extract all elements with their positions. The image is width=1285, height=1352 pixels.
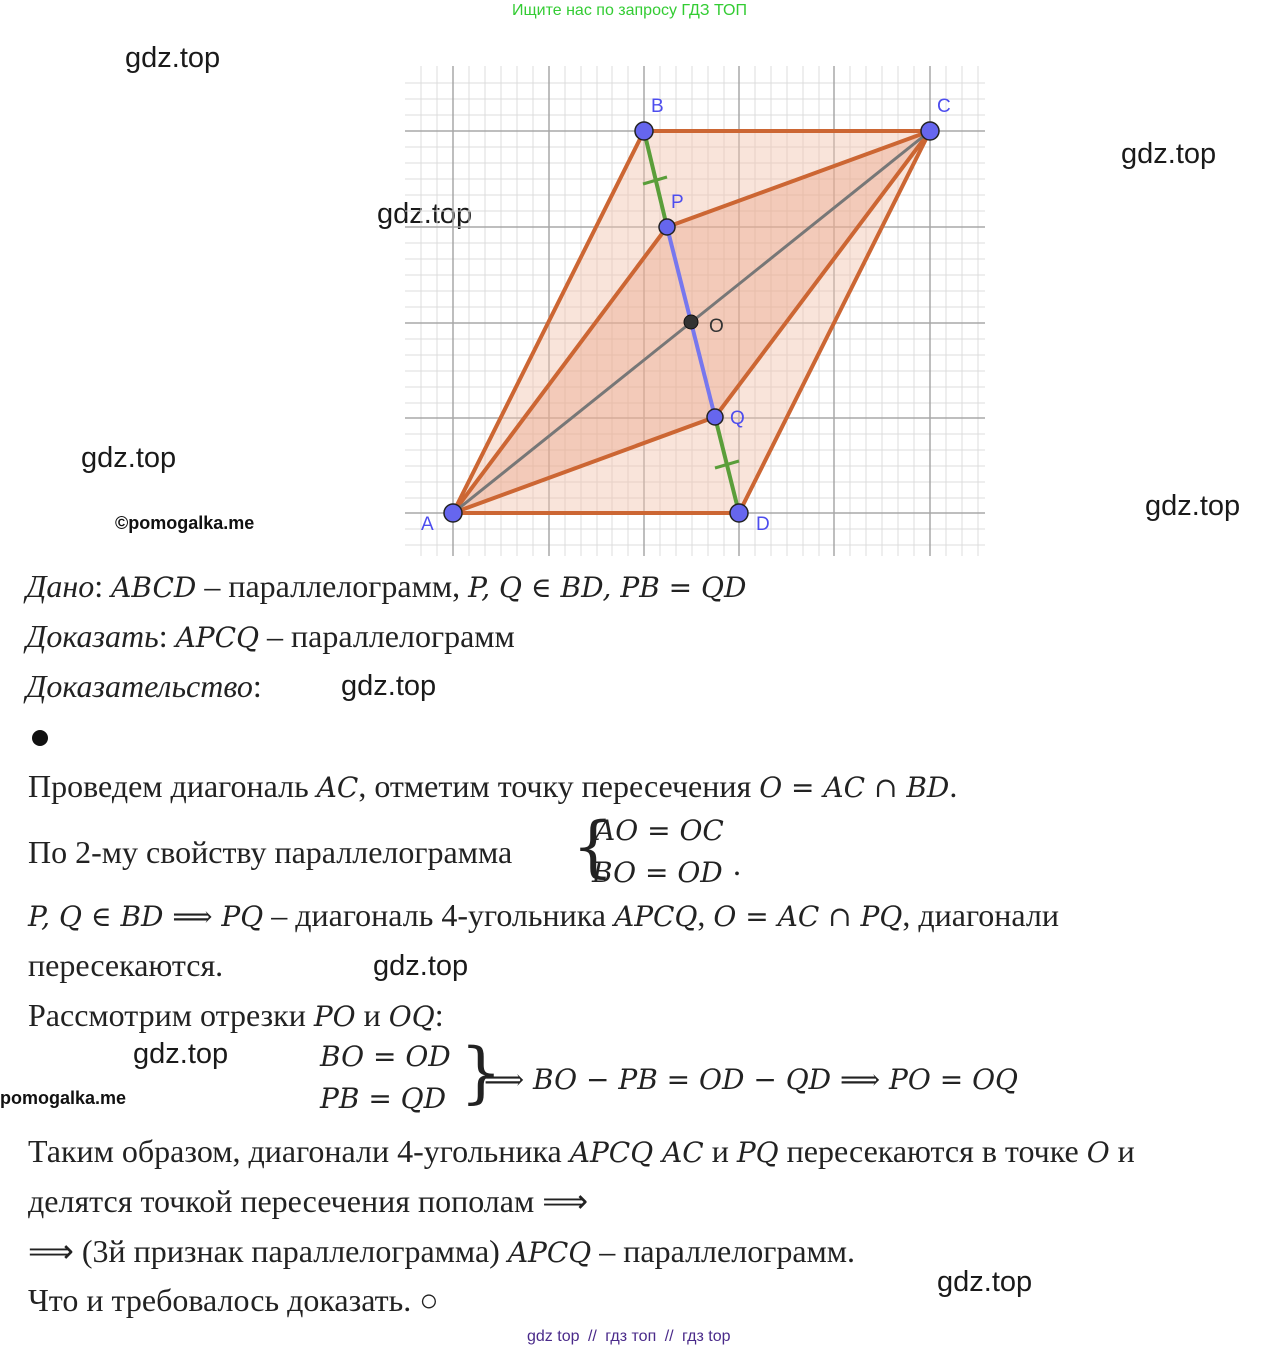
system-line: PB = QD [320, 1082, 447, 1115]
watermark: gdz.top [125, 42, 221, 74]
watermark: gdz.top [1145, 490, 1241, 522]
prove-math: APCQ [175, 621, 260, 654]
proof-line-5: Рассмотрим отрезки PO и OQ: [28, 997, 444, 1033]
watermark: gdz.top [133, 1038, 229, 1070]
system-line: AO = OC [595, 814, 724, 847]
footer-separator: // [587, 1328, 597, 1345]
point-o [684, 315, 698, 329]
bullet-point [32, 730, 48, 746]
proof-label-line: Доказательство: [26, 668, 262, 704]
footer-separator: // [664, 1328, 674, 1345]
label-o: O [709, 316, 724, 337]
credit-text: pomogalka.me [0, 1088, 127, 1108]
right-brace: } [460, 1034, 502, 1111]
proof-line-2: По 2-му свойству параллелограмма [28, 834, 513, 870]
prove-label: Доказать [26, 618, 159, 654]
point-d [730, 504, 748, 522]
conclusion-line: Что и требовалось доказать. ○ [28, 1282, 439, 1318]
label-d: D [756, 514, 770, 535]
footer-link[interactable]: гдз top [682, 1328, 731, 1345]
given-math: ABCD [111, 571, 197, 604]
system-line: BO = OD [320, 1040, 451, 1073]
footer-link[interactable]: gdz top [527, 1328, 580, 1345]
watermark: gdz.top [1121, 138, 1217, 170]
system-line: BO = OD [592, 856, 723, 889]
proof-line-3: P, Q ∈ BD ⟹ PQ – диагональ 4-угольника APCQ, O = AC ∩ PQ, диагонали [28, 897, 1059, 933]
watermark: gdz.top [341, 670, 437, 702]
parallelogram-figure [405, 66, 985, 556]
given-line: Дано: ABCD – параллелограмм, P, Q ∈ BD, PB = QD [26, 568, 747, 604]
label-b: B [651, 96, 664, 117]
point-c [921, 122, 939, 140]
system-result: ⟹ BO − PB = OD − QD ⟹ PO = OQ [484, 1063, 1019, 1096]
label-p: P [671, 192, 684, 213]
point-a [444, 504, 462, 522]
footer-links [527, 1328, 731, 1346]
credit-text: ©pomogalka.me [115, 513, 255, 533]
watermark: gdz.top [377, 198, 473, 230]
watermark: gdz.top [937, 1266, 1033, 1298]
given-label: Дано [26, 568, 95, 604]
top-banner[interactable]: Ищите нас по запросу ГДЗ ТОП [512, 2, 747, 19]
proof-line-7: Таким образом, диагонали 4-угольника APCQ AC и PQ пересекаются в точке O и [28, 1133, 1135, 1169]
watermark: gdz.top [81, 442, 177, 474]
prove-line: Доказать: APCQ – параллелограмм [26, 618, 515, 654]
label-q: Q [730, 408, 745, 429]
watermark: gdz.top [373, 950, 469, 982]
point-q [707, 409, 723, 425]
proof-line-4: пересекаются. [28, 947, 224, 983]
point-b [635, 122, 653, 140]
footer-link[interactable]: гдз топ [605, 1328, 657, 1345]
proof-line-9: ⟹ (3й признак параллелограмма) APCQ – параллелограмм. [28, 1233, 856, 1269]
point-p [659, 219, 675, 235]
proof-line-1: Проведем диагональ AC, отметим точку пересечения O = AC ∩ BD. [28, 768, 958, 804]
left-brace: { [572, 808, 614, 885]
system-end: . [733, 846, 741, 882]
given-math: P, Q ∈ BD, PB = QD [468, 571, 747, 604]
label-c: C [937, 96, 951, 117]
label-a: A [421, 514, 434, 535]
proof-label: Доказательство [26, 668, 253, 704]
proof-line-8: делятся точкой пересечения пополам ⟹ [28, 1183, 589, 1219]
